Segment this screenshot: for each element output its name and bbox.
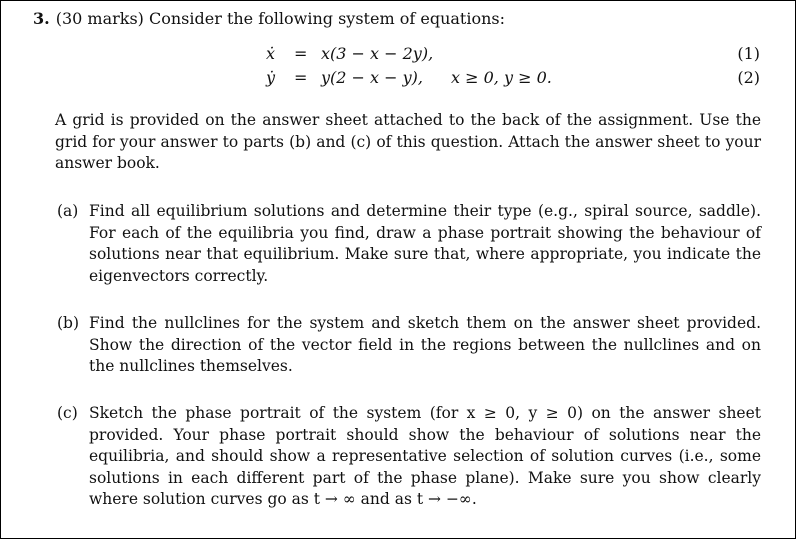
equation-rhs: x(3 − x − 2y), [321,44,434,63]
part-text: Sketch the phase portrait of the system (for x ≥ 0, y ≥ 0) on the answer sheet provided. Your phase portrait should show the behaviour of solutions near the equilibria, and should show a representative selection of solution curves (i.e., some solutions in each different part of the phase plane). Make sure you show clearly where solution curves go as t → ∞ and as t → −∞. [89,404,761,508]
equation-rhs: y(2 − x − y), [321,68,424,87]
equation-equals: = [294,44,308,63]
equation-equals: = [294,68,308,87]
question-header [33,9,505,29]
part-label: (a) [57,202,79,220]
part-c [57,403,761,511]
part-text: Find the nullclines for the system and sketch them on the answer sheet provided. Show the direction of the vector field in the regions between the nullclines and on the nullclines themselves. [89,314,761,375]
equation-lhs: ẏ [266,68,276,87]
equation-1 [0,43,796,65]
part-label: (c) [57,404,78,422]
question-intro: (30 marks) Consider the following system of equations: [55,9,505,28]
equation-lhs: ẋ [266,44,276,63]
equation-number: (2) [737,68,760,87]
equation-number: (1) [737,44,760,63]
part-a [57,201,761,287]
part-b [57,313,761,378]
part-label: (b) [57,314,80,332]
question-number: 3. [33,9,50,28]
equation-condition: x ≥ 0, y ≥ 0. [451,68,552,87]
intro-paragraph: A grid is provided on the answer sheet attached to the back of the assignment. Use the grid for your answer to parts (b) and (c) of this question. Attach the answer sheet to your answer book. [55,111,761,172]
equation-2 [0,67,796,89]
part-text: Find all equilibrium solutions and determine their type (e.g., spiral source, saddle). For each of the equilibria you find, draw a phase portrait showing the behaviour of solutions near that equilibrium. Make sure that, where appropriate, you indicate the eigenvectors correctly. [89,202,761,285]
